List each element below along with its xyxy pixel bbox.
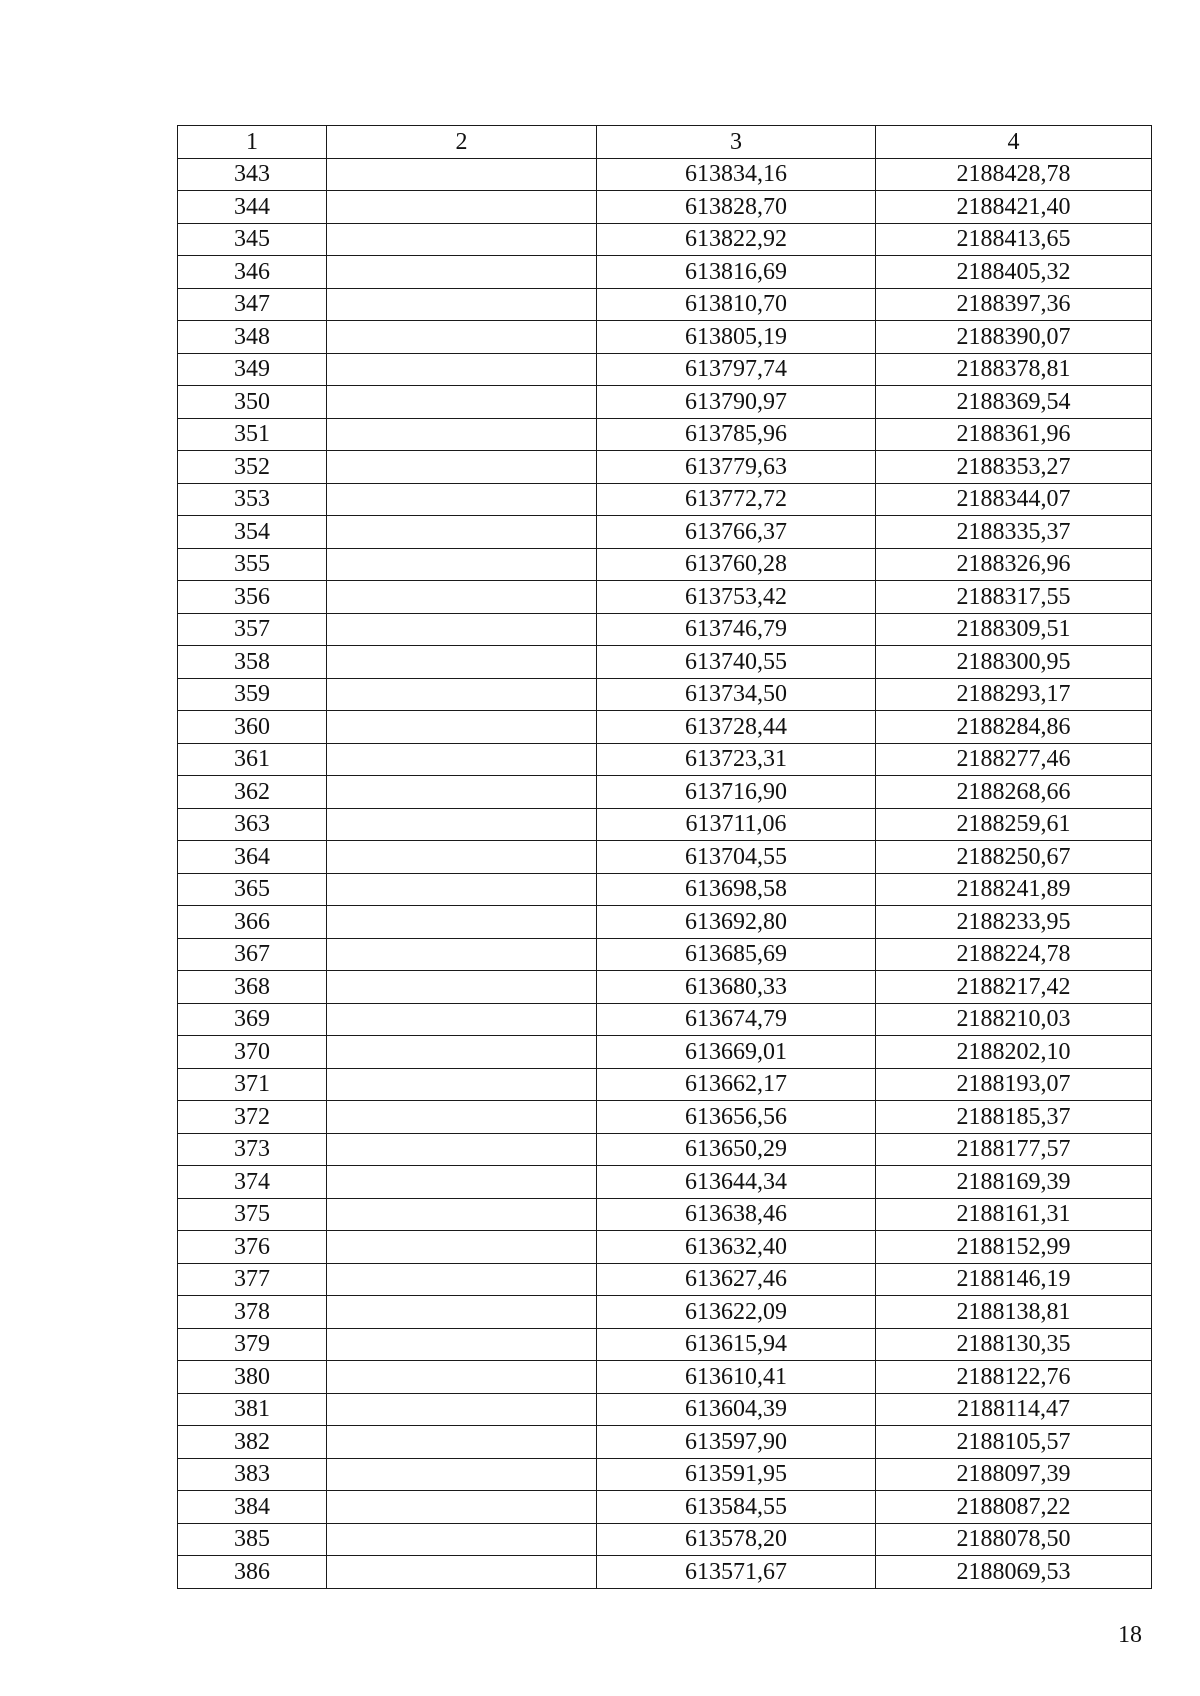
point-number-cell: 347 xyxy=(178,288,327,321)
y-coordinate-cell: 2188405,32 xyxy=(876,256,1152,289)
table-row xyxy=(178,613,1152,646)
x-coordinate-cell: 613779,63 xyxy=(597,451,876,484)
point-number-cell: 359 xyxy=(178,678,327,711)
x-coordinate-cell: 613685,69 xyxy=(597,938,876,971)
point-number-cell: 360 xyxy=(178,711,327,744)
table-row xyxy=(178,1426,1152,1459)
point-number-cell: 345 xyxy=(178,223,327,256)
x-coordinate-cell: 613650,29 xyxy=(597,1133,876,1166)
description-cell xyxy=(327,1556,597,1589)
point-number-cell: 354 xyxy=(178,516,327,549)
table-row xyxy=(178,1003,1152,1036)
point-number-cell: 377 xyxy=(178,1263,327,1296)
table-row xyxy=(178,1133,1152,1166)
description-cell xyxy=(327,353,597,386)
point-number-cell: 367 xyxy=(178,938,327,971)
description-cell xyxy=(327,971,597,1004)
y-coordinate-cell: 2188097,39 xyxy=(876,1458,1152,1491)
table-row xyxy=(178,321,1152,354)
y-coordinate-cell: 2188161,31 xyxy=(876,1198,1152,1231)
table-row xyxy=(178,288,1152,321)
description-cell xyxy=(327,1003,597,1036)
table-row xyxy=(178,646,1152,679)
table-row xyxy=(178,1036,1152,1069)
table-row xyxy=(178,516,1152,549)
description-cell xyxy=(327,1198,597,1231)
point-number-cell: 371 xyxy=(178,1068,327,1101)
y-coordinate-cell: 2188241,89 xyxy=(876,873,1152,906)
y-coordinate-cell: 2188284,86 xyxy=(876,711,1152,744)
table-row xyxy=(178,906,1152,939)
description-cell xyxy=(327,1263,597,1296)
description-cell xyxy=(327,1328,597,1361)
point-number-cell: 351 xyxy=(178,418,327,451)
description-cell xyxy=(327,581,597,614)
description-cell xyxy=(327,1426,597,1459)
table-row xyxy=(178,678,1152,711)
x-coordinate-cell: 613674,79 xyxy=(597,1003,876,1036)
point-number-cell: 384 xyxy=(178,1491,327,1524)
y-coordinate-cell: 2188378,81 xyxy=(876,353,1152,386)
y-coordinate-cell: 2188233,95 xyxy=(876,906,1152,939)
description-cell xyxy=(327,1296,597,1329)
y-coordinate-cell: 2188397,36 xyxy=(876,288,1152,321)
description-cell xyxy=(327,451,597,484)
column-header: 2 xyxy=(327,126,597,159)
table-row xyxy=(178,743,1152,776)
table-row xyxy=(178,1166,1152,1199)
x-coordinate-cell: 613805,19 xyxy=(597,321,876,354)
point-number-cell: 365 xyxy=(178,873,327,906)
x-coordinate-cell: 613734,50 xyxy=(597,678,876,711)
y-coordinate-cell: 2188259,61 xyxy=(876,808,1152,841)
point-number-cell: 355 xyxy=(178,548,327,581)
description-cell xyxy=(327,1036,597,1069)
description-cell xyxy=(327,841,597,874)
description-cell xyxy=(327,1133,597,1166)
table-row xyxy=(178,158,1152,191)
point-number-cell: 346 xyxy=(178,256,327,289)
table-row xyxy=(178,581,1152,614)
y-coordinate-cell: 2188353,27 xyxy=(876,451,1152,484)
point-number-cell: 375 xyxy=(178,1198,327,1231)
table-header xyxy=(178,126,1152,159)
y-coordinate-cell: 2188069,53 xyxy=(876,1556,1152,1589)
y-coordinate-cell: 2188369,54 xyxy=(876,386,1152,419)
x-coordinate-cell: 613622,09 xyxy=(597,1296,876,1329)
table-row xyxy=(178,841,1152,874)
point-number-cell: 368 xyxy=(178,971,327,1004)
x-coordinate-cell: 613785,96 xyxy=(597,418,876,451)
point-number-cell: 378 xyxy=(178,1296,327,1329)
y-coordinate-cell: 2188250,67 xyxy=(876,841,1152,874)
point-number-cell: 352 xyxy=(178,451,327,484)
y-coordinate-cell: 2188105,57 xyxy=(876,1426,1152,1459)
description-cell xyxy=(327,906,597,939)
x-coordinate-cell: 613753,42 xyxy=(597,581,876,614)
x-coordinate-cell: 613604,39 xyxy=(597,1393,876,1426)
point-number-cell: 349 xyxy=(178,353,327,386)
y-coordinate-cell: 2188335,37 xyxy=(876,516,1152,549)
table-row xyxy=(178,256,1152,289)
point-number-cell: 374 xyxy=(178,1166,327,1199)
point-number-cell: 380 xyxy=(178,1361,327,1394)
point-number-cell: 373 xyxy=(178,1133,327,1166)
x-coordinate-cell: 613680,33 xyxy=(597,971,876,1004)
point-number-cell: 353 xyxy=(178,483,327,516)
coordinates-table xyxy=(177,125,1152,1589)
table-row xyxy=(178,1296,1152,1329)
description-cell xyxy=(327,1231,597,1264)
description-cell xyxy=(327,938,597,971)
x-coordinate-cell: 613790,97 xyxy=(597,386,876,419)
description-cell xyxy=(327,418,597,451)
point-number-cell: 361 xyxy=(178,743,327,776)
y-coordinate-cell: 2188152,99 xyxy=(876,1231,1152,1264)
y-coordinate-cell: 2188146,19 xyxy=(876,1263,1152,1296)
table-row xyxy=(178,1198,1152,1231)
y-coordinate-cell: 2188122,76 xyxy=(876,1361,1152,1394)
x-coordinate-cell: 613632,40 xyxy=(597,1231,876,1264)
table-row xyxy=(178,1231,1152,1264)
table-row xyxy=(178,873,1152,906)
table-row xyxy=(178,1556,1152,1589)
point-number-cell: 358 xyxy=(178,646,327,679)
page-number: 18 xyxy=(1118,1622,1142,1648)
y-coordinate-cell: 2188087,22 xyxy=(876,1491,1152,1524)
table-row xyxy=(178,1393,1152,1426)
description-cell xyxy=(327,1393,597,1426)
x-coordinate-cell: 613644,34 xyxy=(597,1166,876,1199)
y-coordinate-cell: 2188169,39 xyxy=(876,1166,1152,1199)
table-row xyxy=(178,1068,1152,1101)
x-coordinate-cell: 613615,94 xyxy=(597,1328,876,1361)
y-coordinate-cell: 2188361,96 xyxy=(876,418,1152,451)
x-coordinate-cell: 613834,16 xyxy=(597,158,876,191)
description-cell xyxy=(327,483,597,516)
point-number-cell: 364 xyxy=(178,841,327,874)
description-cell xyxy=(327,548,597,581)
x-coordinate-cell: 613591,95 xyxy=(597,1458,876,1491)
description-cell xyxy=(327,1491,597,1524)
x-coordinate-cell: 613610,41 xyxy=(597,1361,876,1394)
table-row xyxy=(178,418,1152,451)
description-cell xyxy=(327,743,597,776)
y-coordinate-cell: 2188421,40 xyxy=(876,191,1152,224)
y-coordinate-cell: 2188268,66 xyxy=(876,776,1152,809)
point-number-cell: 382 xyxy=(178,1426,327,1459)
description-cell xyxy=(327,256,597,289)
table-row xyxy=(178,548,1152,581)
table-row xyxy=(178,223,1152,256)
point-number-cell: 343 xyxy=(178,158,327,191)
description-cell xyxy=(327,776,597,809)
x-coordinate-cell: 613656,56 xyxy=(597,1101,876,1134)
y-coordinate-cell: 2188185,37 xyxy=(876,1101,1152,1134)
y-coordinate-cell: 2188413,65 xyxy=(876,223,1152,256)
y-coordinate-cell: 2188300,95 xyxy=(876,646,1152,679)
y-coordinate-cell: 2188138,81 xyxy=(876,1296,1152,1329)
y-coordinate-cell: 2188078,50 xyxy=(876,1523,1152,1556)
description-cell xyxy=(327,1523,597,1556)
x-coordinate-cell: 613766,37 xyxy=(597,516,876,549)
table-row xyxy=(178,711,1152,744)
x-coordinate-cell: 613584,55 xyxy=(597,1491,876,1524)
point-number-cell: 381 xyxy=(178,1393,327,1426)
point-number-cell: 379 xyxy=(178,1328,327,1361)
x-coordinate-cell: 613704,55 xyxy=(597,841,876,874)
y-coordinate-cell: 2188309,51 xyxy=(876,613,1152,646)
y-coordinate-cell: 2188114,47 xyxy=(876,1393,1152,1426)
table-row xyxy=(178,808,1152,841)
table-row xyxy=(178,1458,1152,1491)
x-coordinate-cell: 613578,20 xyxy=(597,1523,876,1556)
point-number-cell: 350 xyxy=(178,386,327,419)
x-coordinate-cell: 613828,70 xyxy=(597,191,876,224)
y-coordinate-cell: 2188217,42 xyxy=(876,971,1152,1004)
table-row xyxy=(178,451,1152,484)
description-cell xyxy=(327,711,597,744)
x-coordinate-cell: 613669,01 xyxy=(597,1036,876,1069)
point-number-cell: 356 xyxy=(178,581,327,614)
point-number-cell: 357 xyxy=(178,613,327,646)
x-coordinate-cell: 613597,90 xyxy=(597,1426,876,1459)
x-coordinate-cell: 613711,06 xyxy=(597,808,876,841)
table-row xyxy=(178,1523,1152,1556)
point-number-cell: 348 xyxy=(178,321,327,354)
y-coordinate-cell: 2188390,07 xyxy=(876,321,1152,354)
point-number-cell: 344 xyxy=(178,191,327,224)
point-number-cell: 376 xyxy=(178,1231,327,1264)
description-cell xyxy=(327,1166,597,1199)
description-cell xyxy=(327,321,597,354)
x-coordinate-cell: 613816,69 xyxy=(597,256,876,289)
x-coordinate-cell: 613746,79 xyxy=(597,613,876,646)
column-header: 3 xyxy=(597,126,876,159)
table-row xyxy=(178,191,1152,224)
description-cell xyxy=(327,678,597,711)
table-row xyxy=(178,353,1152,386)
point-number-cell: 369 xyxy=(178,1003,327,1036)
description-cell xyxy=(327,873,597,906)
y-coordinate-cell: 2188177,57 xyxy=(876,1133,1152,1166)
x-coordinate-cell: 613760,28 xyxy=(597,548,876,581)
table-row xyxy=(178,483,1152,516)
table-row xyxy=(178,971,1152,1004)
description-cell xyxy=(327,1458,597,1491)
point-number-cell: 383 xyxy=(178,1458,327,1491)
point-number-cell: 362 xyxy=(178,776,327,809)
description-cell xyxy=(327,1101,597,1134)
point-number-cell: 372 xyxy=(178,1101,327,1134)
x-coordinate-cell: 613740,55 xyxy=(597,646,876,679)
table-row xyxy=(178,1101,1152,1134)
point-number-cell: 366 xyxy=(178,906,327,939)
y-coordinate-cell: 2188293,17 xyxy=(876,678,1152,711)
x-coordinate-cell: 613772,72 xyxy=(597,483,876,516)
x-coordinate-cell: 613810,70 xyxy=(597,288,876,321)
y-coordinate-cell: 2188193,07 xyxy=(876,1068,1152,1101)
y-coordinate-cell: 2188428,78 xyxy=(876,158,1152,191)
x-coordinate-cell: 613797,74 xyxy=(597,353,876,386)
x-coordinate-cell: 613716,90 xyxy=(597,776,876,809)
description-cell xyxy=(327,386,597,419)
table-row xyxy=(178,1328,1152,1361)
x-coordinate-cell: 613728,44 xyxy=(597,711,876,744)
table-row xyxy=(178,1263,1152,1296)
column-header: 1 xyxy=(178,126,327,159)
y-coordinate-cell: 2188224,78 xyxy=(876,938,1152,971)
x-coordinate-cell: 613723,31 xyxy=(597,743,876,776)
table-body xyxy=(178,158,1152,1588)
y-coordinate-cell: 2188344,07 xyxy=(876,483,1152,516)
point-number-cell: 386 xyxy=(178,1556,327,1589)
x-coordinate-cell: 613662,17 xyxy=(597,1068,876,1101)
description-cell xyxy=(327,516,597,549)
y-coordinate-cell: 2188202,10 xyxy=(876,1036,1152,1069)
description-cell xyxy=(327,288,597,321)
y-coordinate-cell: 2188326,96 xyxy=(876,548,1152,581)
point-number-cell: 385 xyxy=(178,1523,327,1556)
table-row xyxy=(178,938,1152,971)
description-cell xyxy=(327,1361,597,1394)
x-coordinate-cell: 613822,92 xyxy=(597,223,876,256)
description-cell xyxy=(327,223,597,256)
y-coordinate-cell: 2188277,46 xyxy=(876,743,1152,776)
header-row xyxy=(178,126,1152,159)
table-row xyxy=(178,1361,1152,1394)
description-cell xyxy=(327,191,597,224)
x-coordinate-cell: 613692,80 xyxy=(597,906,876,939)
description-cell xyxy=(327,158,597,191)
y-coordinate-cell: 2188210,03 xyxy=(876,1003,1152,1036)
x-coordinate-cell: 613571,67 xyxy=(597,1556,876,1589)
table-row xyxy=(178,1491,1152,1524)
y-coordinate-cell: 2188317,55 xyxy=(876,581,1152,614)
description-cell xyxy=(327,646,597,679)
x-coordinate-cell: 613638,46 xyxy=(597,1198,876,1231)
y-coordinate-cell: 2188130,35 xyxy=(876,1328,1152,1361)
column-header: 4 xyxy=(876,126,1152,159)
description-cell xyxy=(327,1068,597,1101)
x-coordinate-cell: 613627,46 xyxy=(597,1263,876,1296)
point-number-cell: 370 xyxy=(178,1036,327,1069)
point-number-cell: 363 xyxy=(178,808,327,841)
x-coordinate-cell: 613698,58 xyxy=(597,873,876,906)
table-row xyxy=(178,776,1152,809)
description-cell xyxy=(327,808,597,841)
table-row xyxy=(178,386,1152,419)
description-cell xyxy=(327,613,597,646)
